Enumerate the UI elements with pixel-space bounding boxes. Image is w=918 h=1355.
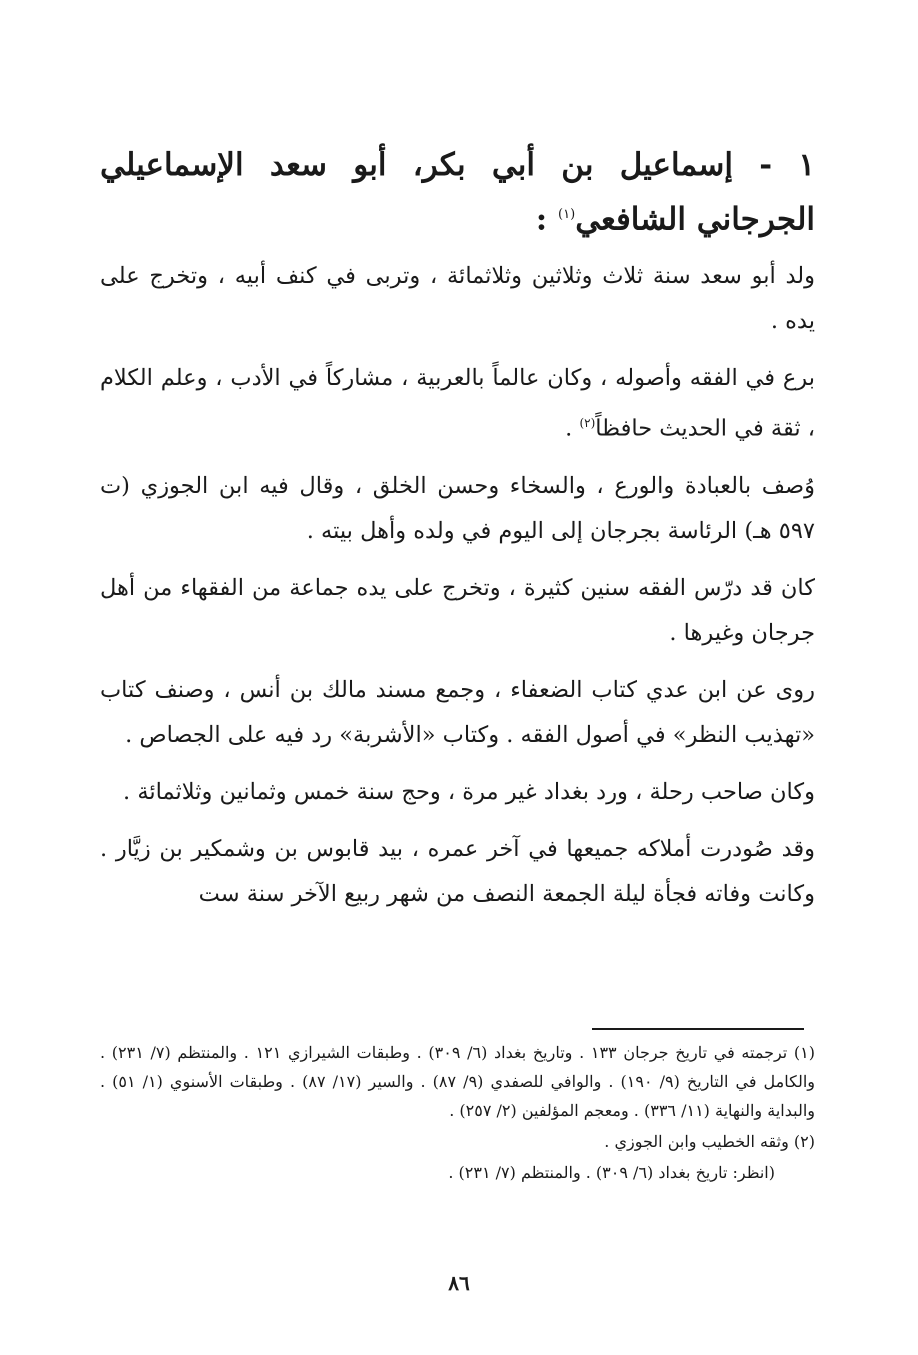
footnotes-section [100,1038,815,1187]
entry-title-end: : [535,201,559,238]
paragraph-travel: وكان صاحب رحلة ، ورد بغداد غير مرة ، وحج سنة خمس وثمانين وثلاثمائة . [123,778,815,805]
paragraph-expertise-text: برع في الفقه وأصوله ، وكان عالماً بالعربية ، مشاركاً في الأدب ، وعلم الكلام ، ثقة في الحديث حافظاً [100,365,815,442]
entry-title-text: ١ - إسماعيل بن أبي بكر، أبو سعد الإسماعيلي الجرجاني الشافعي [100,147,815,238]
footnote-ref-2[interactable]: (٢) [579,416,596,431]
paragraph-character: وُصف بالعبادة والورع ، والسخاء وحسن الخلق ، وقال فيه ابن الجوزي (ت ٥٩٧ هـ) الرئاسة بجرجان إلى اليوم في ولده وأهل بيته . [100,472,815,544]
paragraph-expertise-end: . [565,415,580,442]
paragraph-death: وقد صُودرت أملاكه جميعها في آخر عمره ، بيد قابوس بن وشمكير بن زيَّار . وكانت وفاته فجأة ليلة الجمعة النصف من شهر ربيع الآخر سنة ست [100,835,815,907]
paragraph-works: روى عن ابن عدي كتاب الضعفاء ، وجمع مسند مالك بن أنس ، وصنف كتاب «تهذيب النظر» في أصول الفقه . وكتاب «الأشربة» رد فيه على الجصاص . [100,676,815,748]
footnote-divider [592,1028,804,1030]
paragraph-expertise [100,356,815,452]
page-number: ٨٦ [448,1271,470,1295]
footnote-1: (١) ترجمته في تاريخ جرجان ١٣٣ . وتاريخ بغداد (٦/ ٣٠٩) . وطبقات الشيرازي ١٢١ . والمنتظم (٧/ ٢٣١) . والكامل في التاريخ (٩/ ١٩٠) . والوافي للصفدي (٩/ ٨٧) . والسير (١٧/ ٨٧) . وطبقات الأسنوي (١/ ٥١) . والبداية والنهاية (١١/ ٣٣٦) . ومعجم المؤلفين (٢/ ٢٥٧) . [100,1043,816,1120]
entry-title [100,140,815,244]
paragraph-birth: ولد أبو سعد سنة ثلاث وثلاثين وثلاثمائة ، وتربى في كنف أبيه ، وتخرج على يده . [100,263,815,335]
paragraph-teaching: كان قد درّس الفقه سنين كثيرة ، وتخرج على يده جماعة من الفقهاء من أهل جرجان وغيرها . [100,574,815,646]
footnote-ref-1[interactable]: (١) [558,207,576,222]
footnote-2: (٢) وثقه الخطيب وابن الجوزي . [604,1132,815,1151]
footnote-2-reference: (انظر: تاريخ بغداد (٦/ ٣٠٩) . والمنتظم (٧/ ٢٣١) . [448,1163,775,1182]
page-body [100,140,815,929]
